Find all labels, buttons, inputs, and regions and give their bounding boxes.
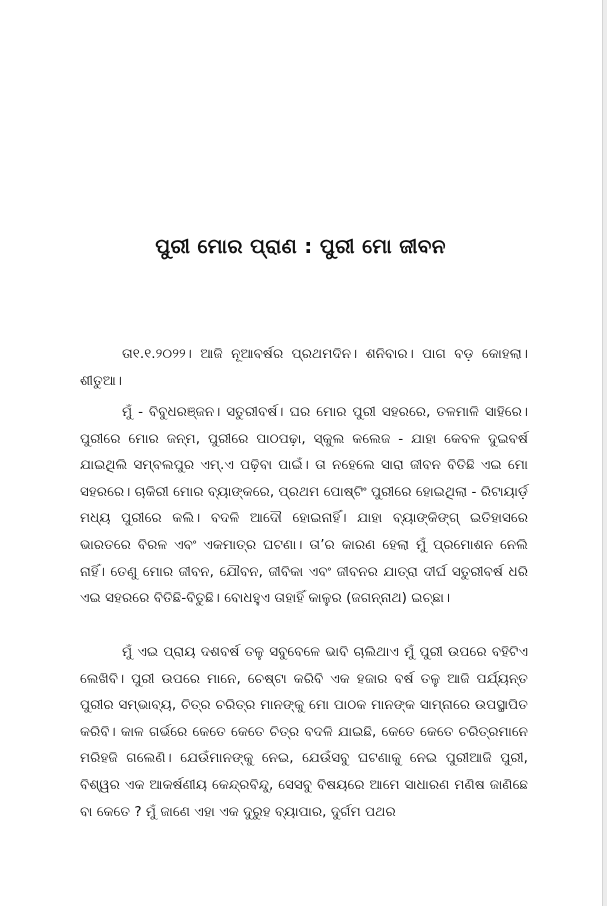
page-title: ପୁରୀ ମୋର ପ୍ରାଣ : ପୁରୀ ମୋ ଜୀବନ bbox=[155, 234, 446, 258]
paragraph-1 bbox=[80, 341, 528, 394]
page-edge bbox=[602, 0, 607, 906]
paragraph-3 bbox=[80, 639, 528, 825]
paragraph-2-text: ମୁଁ - ବିବୁଧରଞ୍ଜନ। ସତୁରୀବର୍ଷ। ଘର ମୋର ପୁରୀ ସହରରେ, ତଳମାଳି ସାହିରେ। ପୁରୀରେ ମୋର ଜନ୍ମ, ପୁରୀରେ ପାଠପଢ଼ା, ସ୍କୁଲ କଲେଜ - ଯାହା କେବଳ ଦୁଇବର୍ଷ ଯାଇଥିଲି ସମ୍ବଲପୁର ଏମ୍.ଏ ପଢ଼ିବା ପାଇଁ। ତା ନହେଲେ ସାରା ଜୀବନ ବିତିଛି ଏଇ ମୋ ସହରରେ। ଚାକିରୀ ମୋର ବ୍ୟାଙ୍କରେ, ପ୍ରଥମ ପୋଷ୍ଟିଂ ପୁରୀରେ ହୋଇଥିଲା - ରିଟାୟାର୍ଡ଼ ମଧ୍ୟ ପୁରୀରେ କଲି। ବଦଳି ଆଦୌ ହୋଇନାହିଁ। ଯାହା ବ୍ୟାଙ୍କିଙ୍ଗ୍ ଇତିହାସରେ ଭାରତରେ ବିରଳ ଏବଂ ଏକମାତ୍ର ଘଟଣା। ତା’ର କାରଣ ହେଲା ମୁଁ ପ୍ରମୋଶନ ନେଲି ନାହିଁ। ତେଣୁ ମୋର ଜୀବନ, ଯୌବନ, ଜୀବିକା ଏବଂ ଜୀବନର ଯାତ୍ରା ଦୀର୍ଘ ସତୁରୀବର୍ଷ ଧରି ଏଇ ସହରରେ ବିତିଛି-ବିତୁଛି। ବୋଧହୁଏ ତାହାହିଁ କାଳୁର (ଜଗନ୍ନାଥ) ଇଚ୍ଛା। bbox=[80, 404, 528, 607]
paragraph-2 bbox=[80, 399, 528, 612]
paragraph-3-text: ମୁଁ ଏଇ ପ୍ରାୟ ଦଶବର୍ଷ ତଳୁ ସବୁବେଳେ ଭାବି ଚାଲିଥାଏ ମୁଁ ପୁରୀ ଉପରେ ବହିଟିଏ ଲେଖିବି। ପୁରୀ ଉପରେ ମାନେ, ଚେଷ୍ଟା କରିବି ଏକ ହଜାର ବର୍ଷ ତଳୁ ଆଜି ପର୍ଯ୍ୟନ୍ତ ପୁରୀର ସମ୍ଭାବ୍ୟ, ଚିତ୍ର ଚରିତ୍ର ମାନଙ୍କୁ ମୋ ପାଠକ ମାନଙ୍କ ସାମ୍ନାରେ ଉପସ୍ଥାପିତ କରିବି। କାଳ ଗର୍ଭରେ କେତେ କେତେ ଚିତ୍ର ବଦଳି ଯାଇଛି, କେତେ କେତେ ଚରିତ୍ରମାନେ ମରିହଜି ଗଲେଣି। ଯେଉଁମାନଙ୍କୁ ନେଇ, ଯେଉଁସବୁ ଘଟଣାକୁ ନେଇ ପୁରୀଆଜି ପୁରୀ, ବିଶ୍ୱର ଏକ ଆକର୍ଷଣୀୟ କେନ୍ଦ୍ରବିନ୍ଦୁ, ସେସବୁ ବିଷୟରେ ଆମେ ସାଧାରଣ ମଣିଷ ଜାଣିଛେ ବା କେତେ ? ମୁଁ ଜାଣେ ଏହା ଏକ ଦୁରୁହ ବ୍ୟାପାର, ଦୁର୍ଗମ ପଥର bbox=[80, 644, 528, 820]
paragraph-1-text: ତା୧.୧.୨୦୨୨। ଆଜି ନୂଆବର୍ଷର ପ୍ରଥମଦିନ। ଶନିବାର। ପାଗ ବଡ଼ କୋହଲା। ଶୀତୁଆ। bbox=[80, 346, 528, 389]
